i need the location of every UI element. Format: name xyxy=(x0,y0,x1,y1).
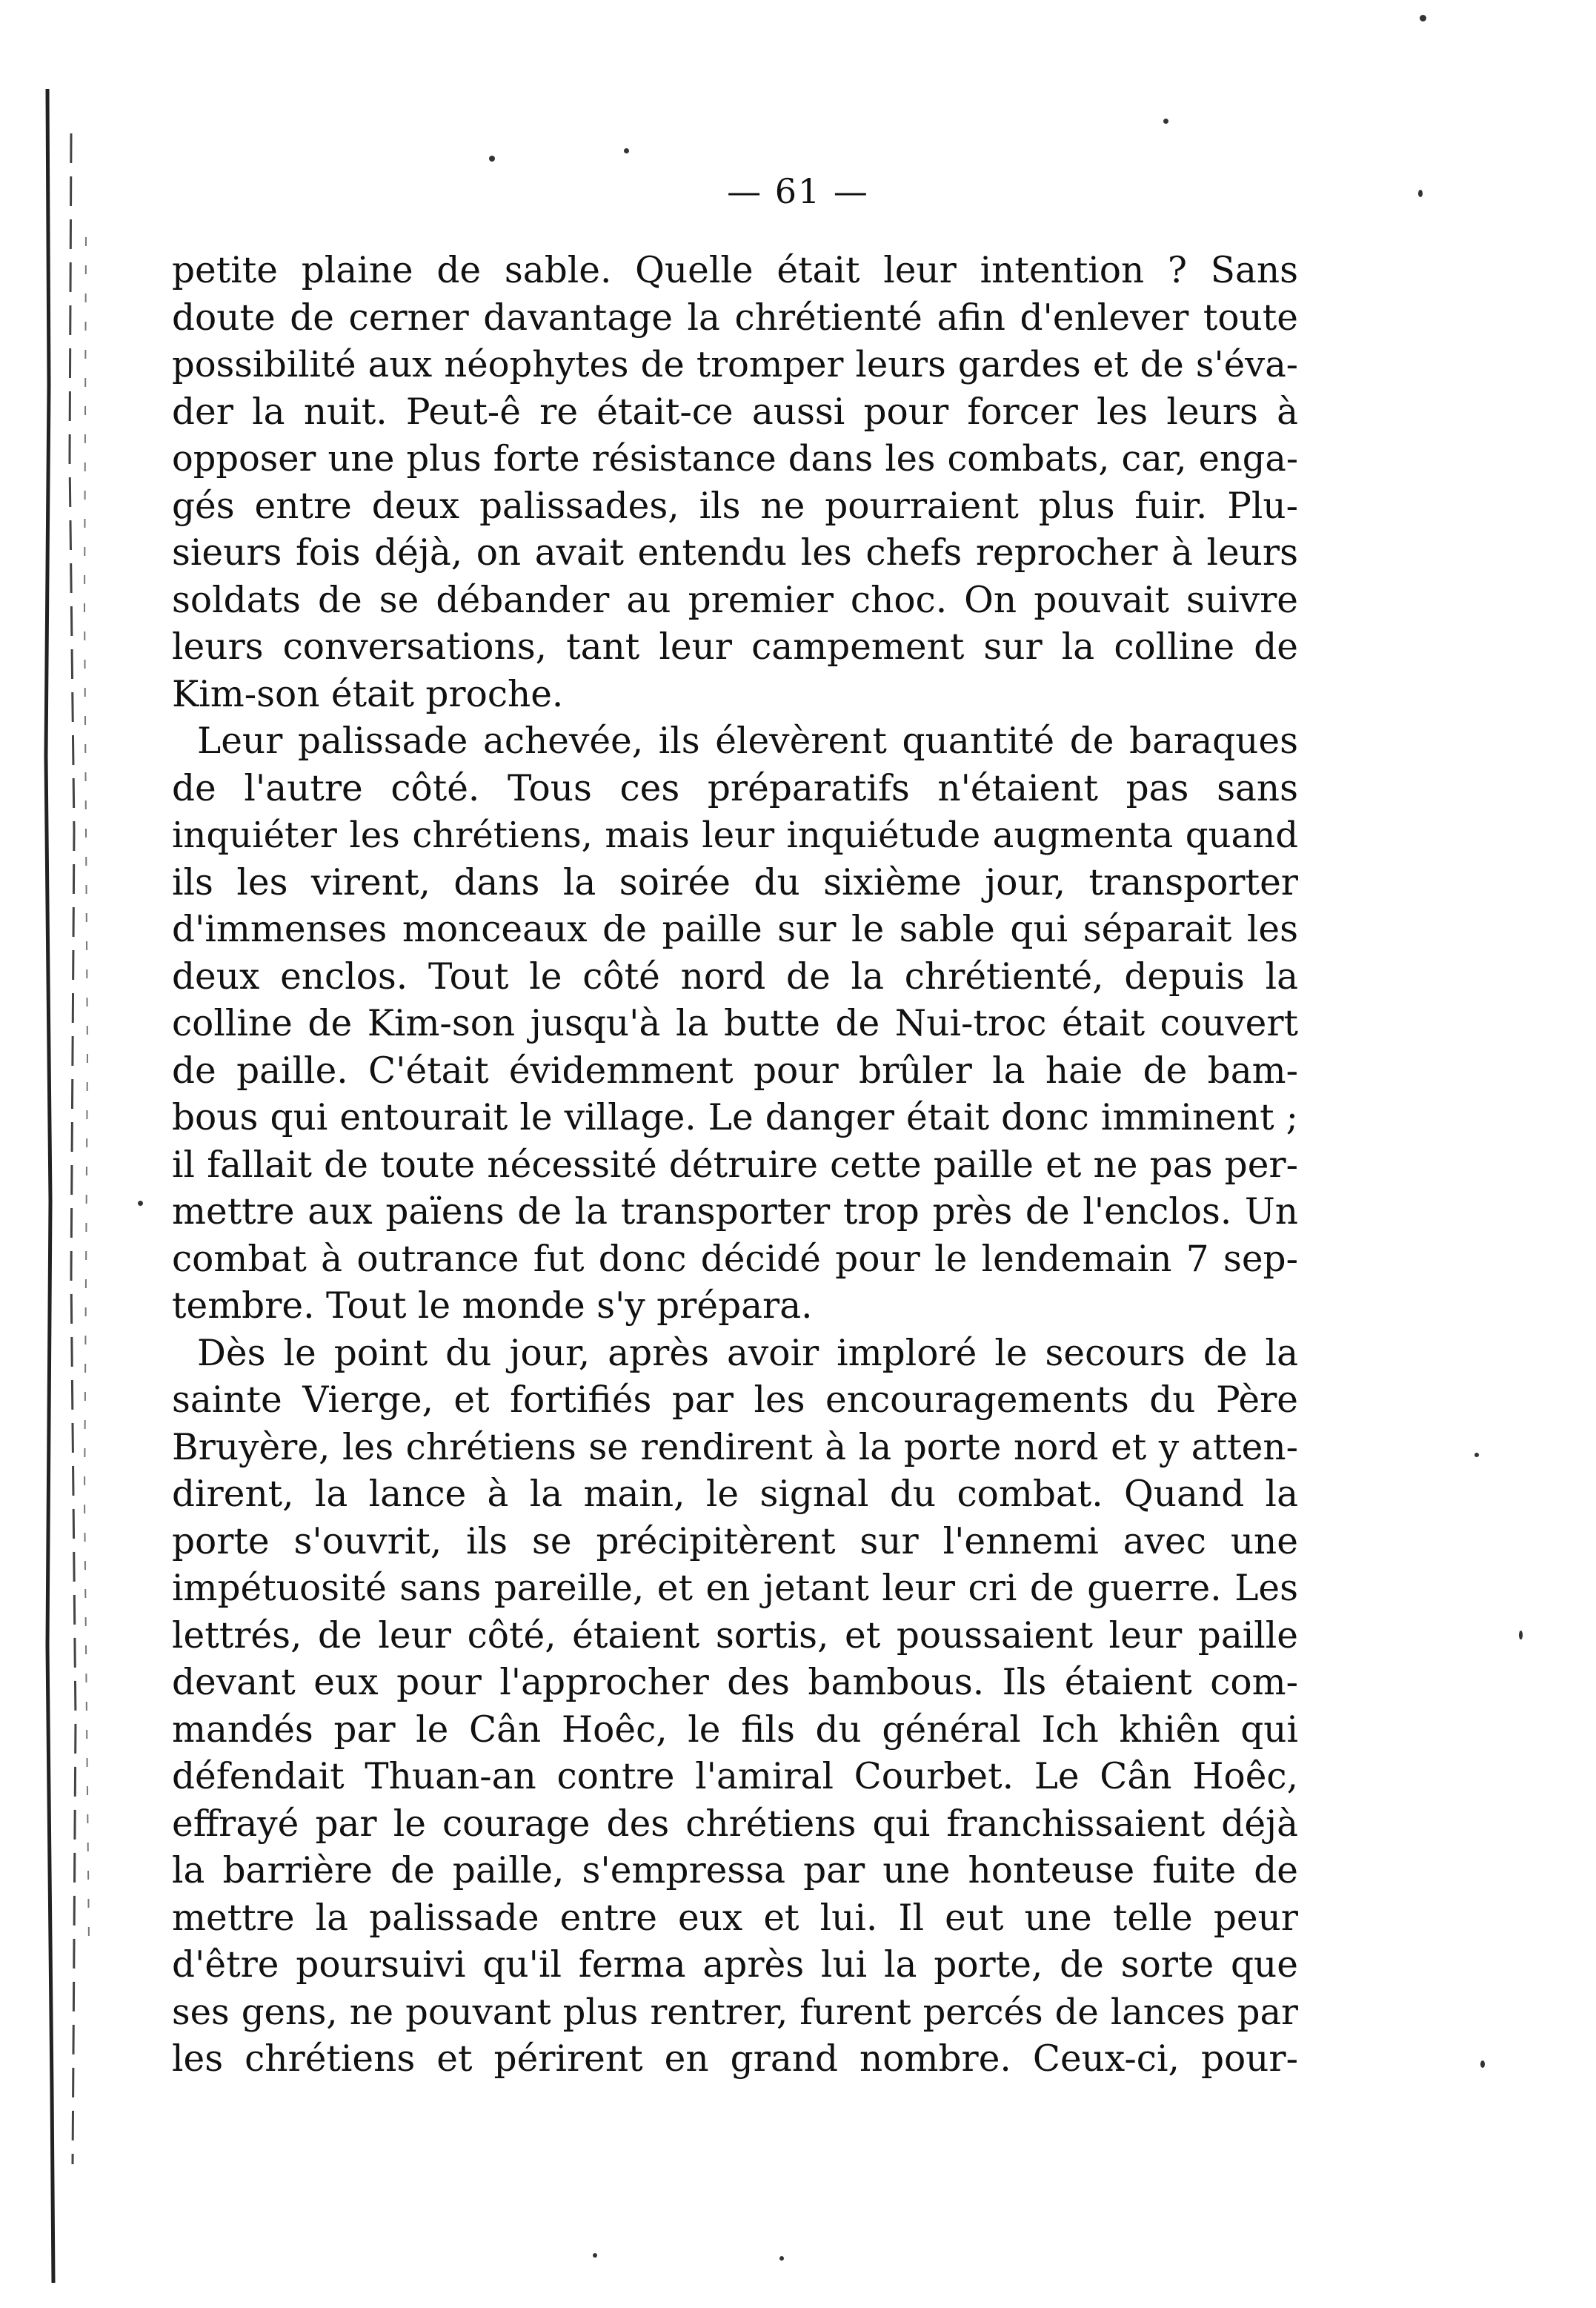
text-line: Bruyère, les chrétiens se rendirent à la porte nord et y atten- xyxy=(172,1426,1298,1468)
scan-speck xyxy=(1474,1453,1479,1457)
text-line: dirent, la lance à la main, le signal du combat. Quand la xyxy=(172,1473,1298,1515)
text-line: mettre aux païens de la transporter trop près de l'enclos. Un xyxy=(172,1191,1298,1233)
text-line: mandés par le Cân Hoêc, le fils du général Ich khiên qui xyxy=(172,1708,1298,1751)
scan-speck xyxy=(489,156,495,162)
text-line: sieurs fois déjà, on avait entendu les chefs reprocher à leurs xyxy=(172,532,1298,574)
text-line: effrayé par le courage des chrétiens qui franchissaient déjà xyxy=(172,1803,1298,1845)
scan-speck xyxy=(1480,2060,1485,2068)
scan-speck xyxy=(138,1201,143,1206)
text-line: devant eux pour l'approcher des bambous. Ils étaient com- xyxy=(172,1662,1298,1703)
page-number: — 61 — xyxy=(727,171,869,211)
text-line: d'immenses monceaux de paille sur le sable qui séparait les xyxy=(172,909,1298,950)
binding-line-faint xyxy=(84,237,89,1942)
text-line: petite plaine de sable. Quelle était leur intention ? Sans xyxy=(172,250,1298,291)
text-line: les chrétiens et périrent en grand nombre. Ceux-ci, pour- xyxy=(172,2038,1298,2080)
text-line: Leur palissade achevée, ils élevèrent quantité de baraques xyxy=(197,720,1298,762)
binding-line-outer xyxy=(46,89,53,2283)
text-line: der la nuit. Peut-ê re était-ce aussi pour forcer les leurs à xyxy=(172,391,1298,433)
text-line: soldats de se débander au premier choc. On pouvait suivre xyxy=(172,579,1298,621)
text-line: leurs conversations, tant leur campement sur la colline de xyxy=(172,626,1298,668)
text-line: impétuosité sans pareille, et en jetant leur cri de guerre. Les xyxy=(172,1568,1298,1609)
text-line: de paille. C'était évidemment pour brûler la haie de bam- xyxy=(172,1049,1298,1092)
text-line: d'être poursuivi qu'il ferma après lui la porte, de sorte que xyxy=(172,1944,1298,1986)
text-line: colline de Kim-son jusqu'à la butte de Nui-troc était couvert xyxy=(172,1003,1298,1044)
scan-speck xyxy=(593,2253,597,2258)
scan-speck xyxy=(1420,15,1426,21)
text-line: sainte Vierge, et fortifiés par les encouragements du Père xyxy=(172,1379,1298,1421)
text-line: combat à outrance fut donc décidé pour le lendemain 7 sep- xyxy=(172,1238,1298,1280)
text-line: de l'autre côté. Tous ces préparatifs n'étaient pas sans xyxy=(172,767,1298,809)
text-line: ils les virent, dans la soirée du sixième jour, transporter xyxy=(172,861,1298,903)
text-line: Dès le point du jour, après avoir imploré le secours de la xyxy=(197,1332,1298,1374)
binding-edge xyxy=(33,89,92,2283)
text-line: deux enclos. Tout le côté nord de la chrétienté, depuis la xyxy=(172,955,1298,998)
scan-speck xyxy=(1519,1631,1523,1639)
binding-line-inner xyxy=(70,133,76,2164)
text-line: bous qui entourait le village. Le danger était donc imminent ; xyxy=(172,1097,1298,1138)
text-line: doute de cerner davantage la chrétienté afin d'enlever toute xyxy=(172,296,1298,339)
text-line: il fallait de toute nécessité détruire cette paille et ne pas per- xyxy=(172,1144,1298,1186)
text-line: gés entre deux palissades, ils ne pourraient plus fuir. Plu- xyxy=(172,485,1298,527)
scan-speck xyxy=(1163,119,1168,124)
text-line: défendait Thuan-an contre l'amiral Courbet. Le Cân Hoêc, xyxy=(172,1756,1298,1797)
text-line: tembre. Tout le monde s'y prépara. xyxy=(172,1285,813,1327)
body-text xyxy=(172,248,1298,2083)
scan-speck xyxy=(624,148,629,153)
text-line: porte s'ouvrit, ils se précipitèrent sur l'ennemi avec une xyxy=(172,1520,1298,1562)
text-line: possibilité aux néophytes de tromper leurs gardes et de s'éva- xyxy=(172,344,1298,385)
text-line: opposer une plus forte résistance dans les combats, car, enga- xyxy=(172,439,1298,480)
text-line: Kim-son était proche. xyxy=(172,673,564,715)
text-line: mettre la palissade entre eux et lui. Il eut une telle peur xyxy=(172,1897,1298,1939)
text-line: la barrière de paille, s'empressa par une honteuse fuite de xyxy=(172,1850,1298,1891)
text-line: lettrés, de leur côté, étaient sortis, et poussaient leur paille xyxy=(172,1614,1298,1657)
text-line: inquiéter les chrétiens, mais leur inquiétude augmenta quand xyxy=(172,815,1298,856)
scan-speck xyxy=(779,2256,784,2261)
text-line: ses gens, ne pouvant plus rentrer, furent percés de lances par xyxy=(172,1991,1298,2033)
